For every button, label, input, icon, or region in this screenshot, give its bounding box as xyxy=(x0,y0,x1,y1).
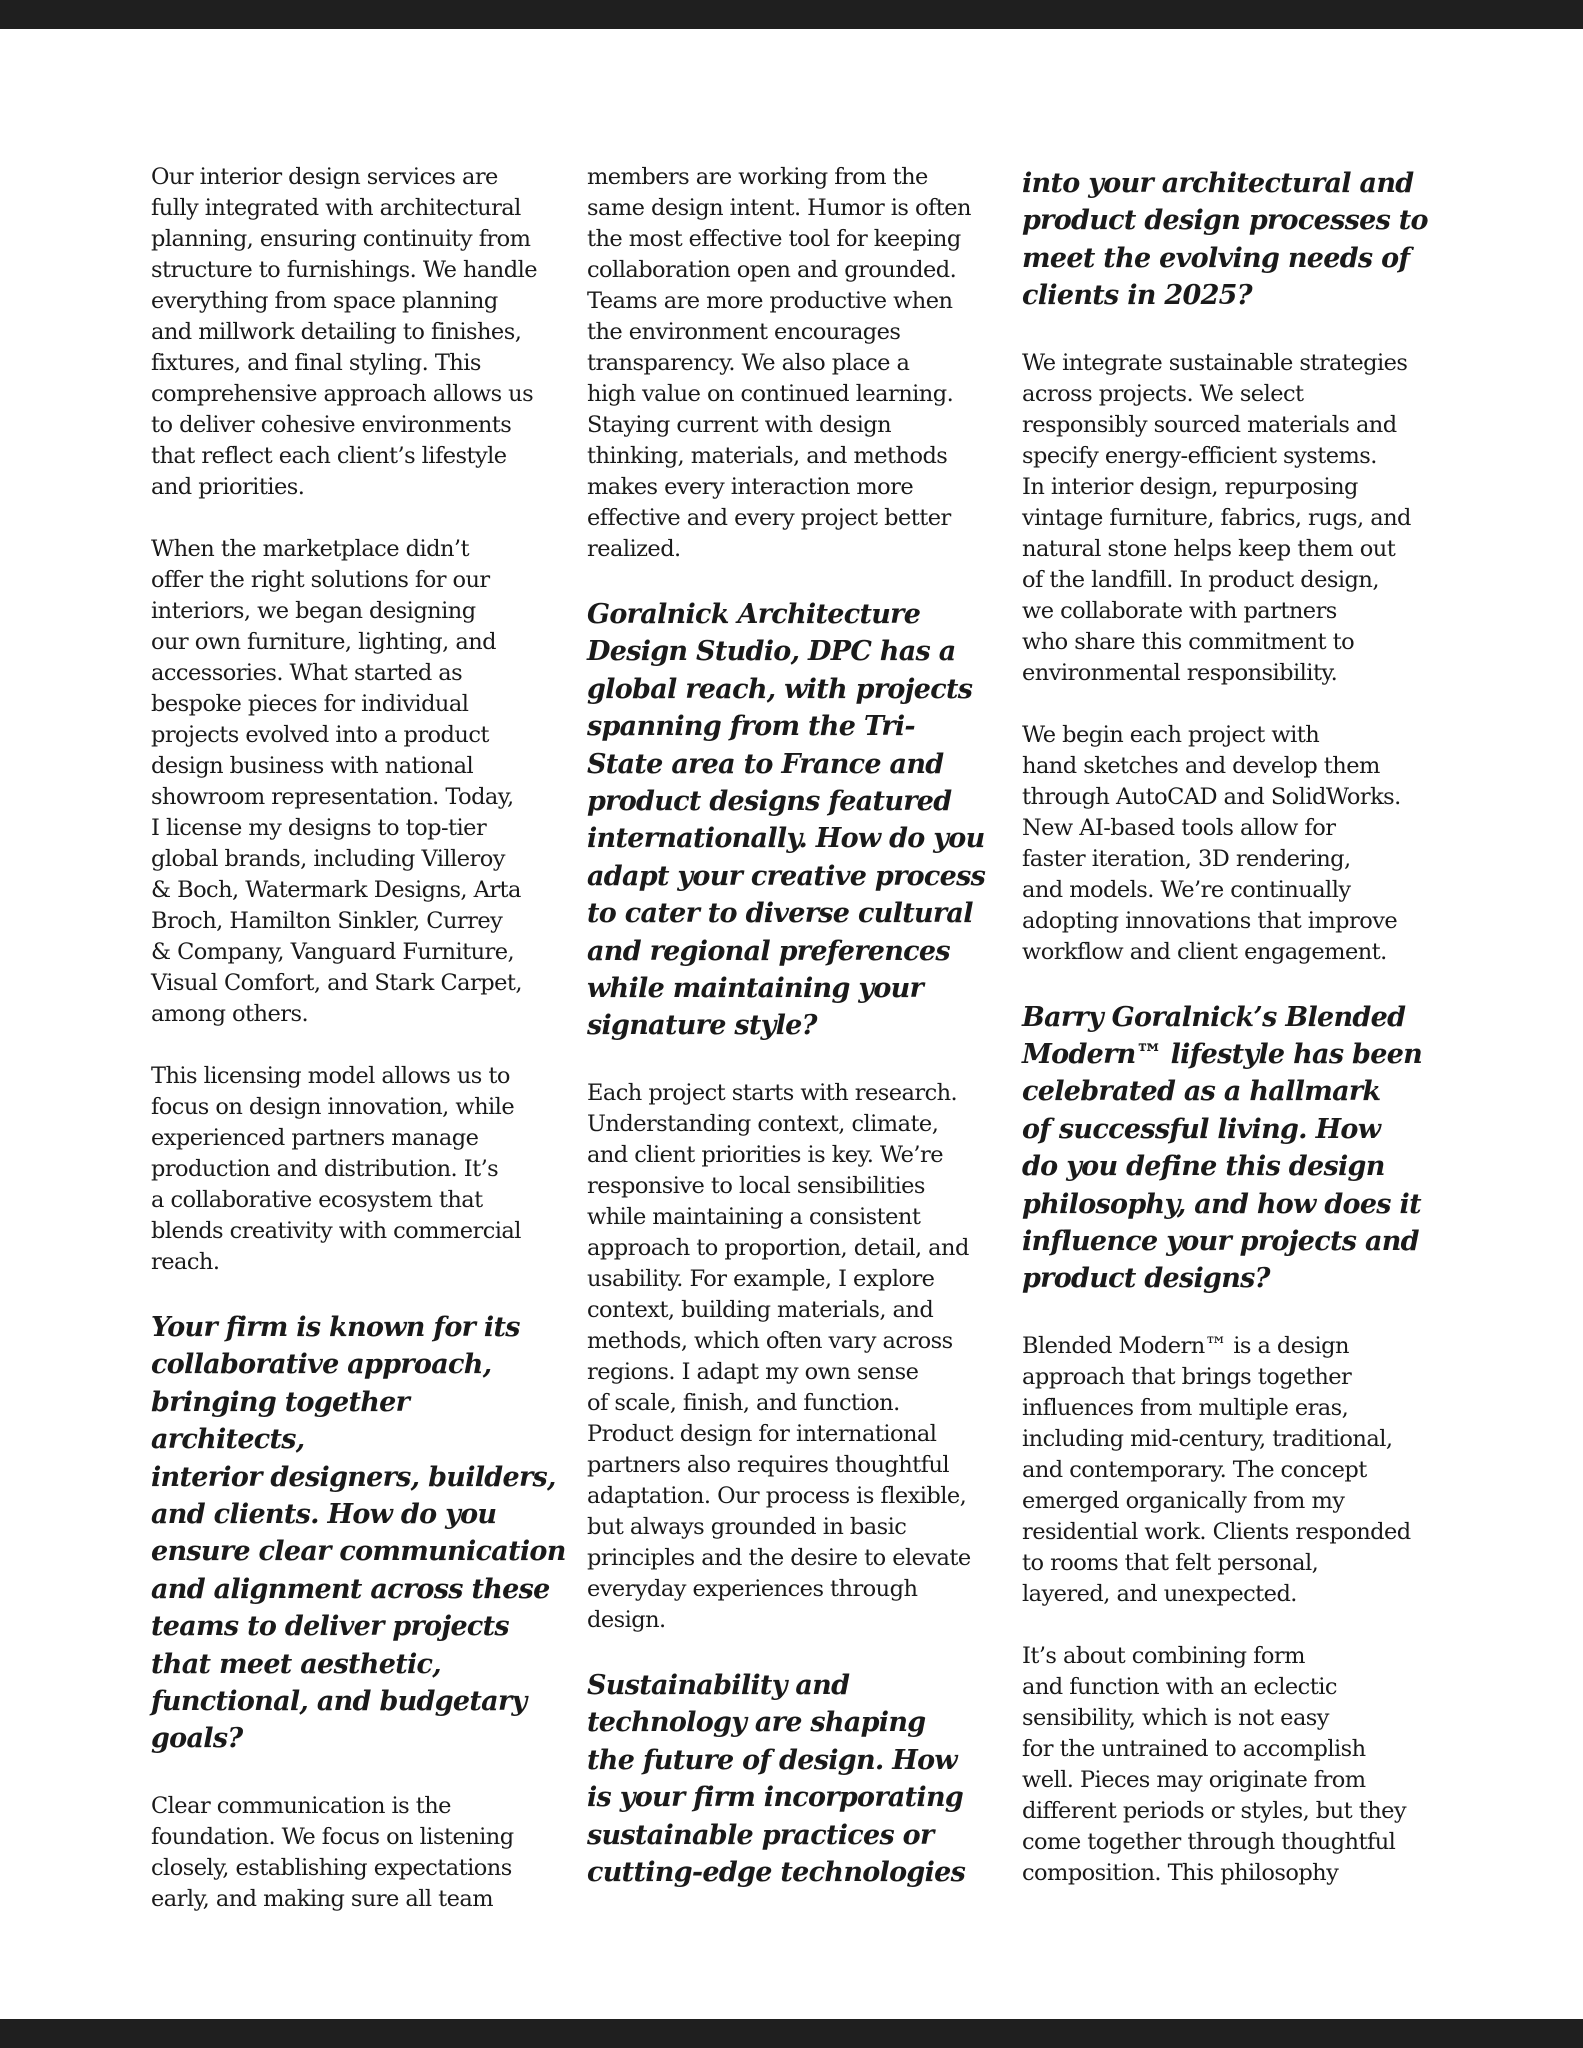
body-paragraph: Each project starts with research. Understanding context, climate, and client priorities is key. We’re responsive to local sensibilities while maintaining a consistent approach to proportion, detail, and usability. For example, I explore context, building materials, and methods, which often vary across regions. I adapt my own sense of scale, finish, and function. Product design for international partners also requires thoughtful adaptation. Our process is flexible, but always grounded in basic principles and the desire to elevate everyday experiences through design. xyxy=(587,1079,971,1633)
body-paragraph: Clear communication is the foundation. We focus on listening closely, establishing expectations early, and making sure all team xyxy=(151,1792,514,1912)
interview-question: into your architectural and product design processes to meet the evolving needs of clients in 2025? xyxy=(1022,168,1428,312)
body-paragraph: We integrate sustainable strategies across projects. We select responsibly sourced materials and specify energy-efficient systems. In interior design, repurposing vintage furniture, fabrics, rugs, and natural stone helps keep them out of the landfill. In product design, we collaborate with partners who share this commitment to environmental responsibility. xyxy=(1022,349,1411,686)
body-paragraph: Blended Modern™ is a design approach that brings together influences from multiple eras, including mid-century, traditional, and contemporary. The concept emerged organically from my residential work. Clients responded to rooms that felt personal, layered, and unexpected. xyxy=(1022,1332,1411,1607)
interview-question: Goralnick Architecture Design Studio, DPC has a global reach, with projects spanning from the Tri- State area to France and product designs featured internationally. How do you adapt your creative process to cater to diverse cultural and regional preferences while maintaining your signature style? xyxy=(587,599,986,1042)
body-paragraph: Our interior design services are fully integrated with architectural planning, ensuring continuity from structure to furnishings. We handle everything from space planning and millwork detailing to finishes, fixtures, and final styling. This comprehensive approach allows us to deliver cohesive environments that reflect each client’s lifestyle and priorities. xyxy=(151,164,537,500)
body-paragraph: When the marketplace didn’t offer the right solutions for our interiors, we began designing our own furniture, lighting, and accessories. What started as bespoke pieces for individual projects evolved into a product design business with national showroom representation. Today, I license my designs to top-tier global brands, including Villeroy & Boch, Watermark Designs, Arta Broch, Hamilton Sinkler, Currey & Company, Vanguard Furniture, Visual Comfort, and Stark Carpet, among others. xyxy=(151,536,522,1027)
body-paragraph: members are working from the same design intent. Humor is often the most effective tool for keeping collaboration open and grounded. Teams are more productive when the environment encourages transparency. We also place a high value on continued learning. Staying current with design thinking, materials, and methods makes every interaction more effective and every project better realized. xyxy=(587,164,971,562)
article-column-2 xyxy=(587,162,1007,1924)
article-column-3 xyxy=(1022,165,1442,1920)
body-paragraph: It’s about combining form and function with an eclectic sensibility, which is not easy for the untrained to accomplish well. Pieces may originate from different periods or styles, but they come together through thoughtful composition. This philosophy xyxy=(1022,1642,1407,1886)
article-column-1 xyxy=(151,162,571,1946)
interview-question: Your firm is known for its collaborative approach, bringing together architects, interior designers, builders, and clients. How do you ensure clear communication and alignment across these teams to deliver projects that meet aesthetic, functional, and budgetary goals? xyxy=(151,1312,566,1755)
body-paragraph: We begin each project with hand sketches and develop them through AutoCAD and SolidWorks. New AI-based tools allow for faster iteration, 3D rendering, and models. We’re continually adopting innovations that improve workflow and client engagement. xyxy=(1022,721,1401,965)
bottom-border-bar xyxy=(0,2019,1583,2048)
interview-question: Sustainability and technology are shaping the future of design. How is your firm incorporating sustainable practices or cutting-edge technologies xyxy=(587,1669,966,1888)
interview-question: Barry Goralnick’s Blended Modern™ lifestyle has been celebrated as a hallmark of successful living. How do you define this design philosophy, and how does it influence your projects and product designs? xyxy=(1022,1001,1423,1295)
top-border-bar xyxy=(0,0,1583,29)
body-paragraph: This licensing model allows us to focus on design innovation, while experienced partners manage production and distribution. It’s a collaborative ecosystem that blends creativity with commercial reach. xyxy=(151,1063,521,1275)
